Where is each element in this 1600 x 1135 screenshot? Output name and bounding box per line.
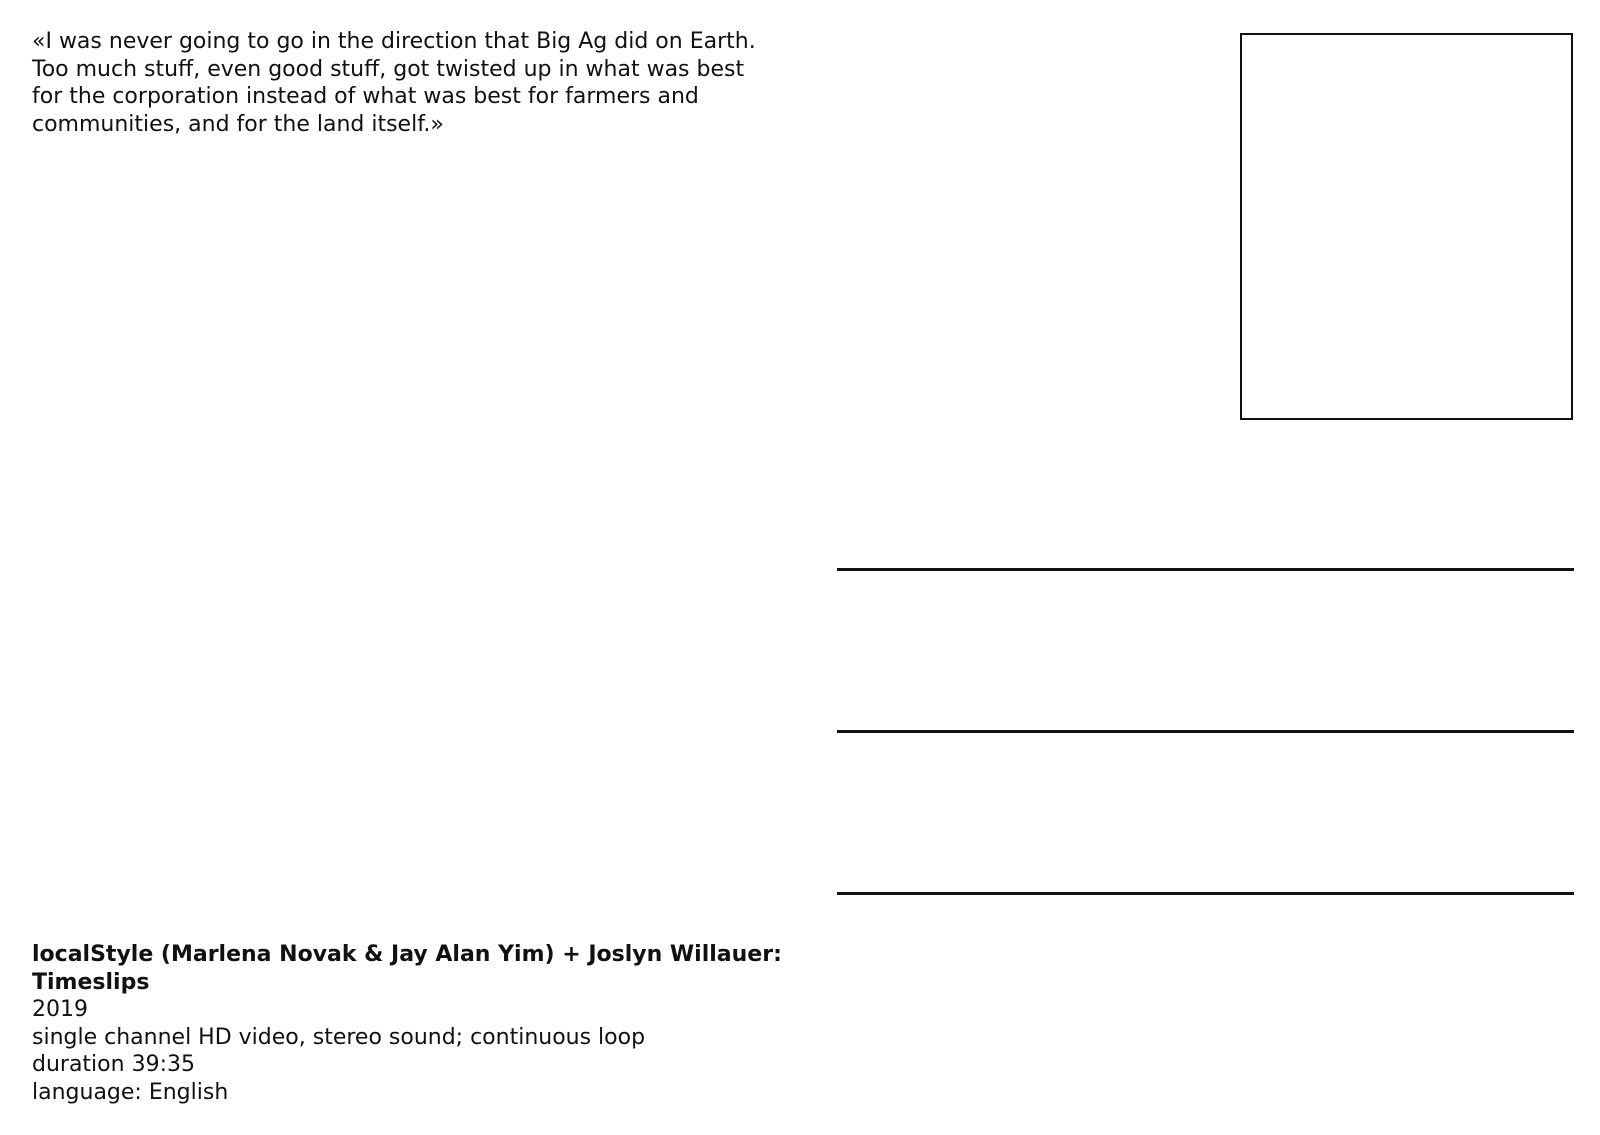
address-line-3 <box>837 892 1574 895</box>
artwork-medium: single channel HD video, stereo sound; continuous loop <box>32 1024 646 1050</box>
quote-line-1: «I was never going to go in the direction that Big Ag did on Earth. <box>32 29 756 54</box>
address-line-1 <box>837 568 1574 571</box>
quote-line-4: communities, and for the land itself.» <box>32 111 444 137</box>
quote-line-3: for the corporation instead of what was best for farmers and <box>32 84 699 109</box>
quote-text <box>32 28 802 138</box>
artwork-duration: duration 39:35 <box>32 1052 195 1077</box>
address-line-2 <box>837 730 1574 733</box>
artwork-language: language: English <box>32 1079 229 1105</box>
artwork-year: 2019 <box>32 997 88 1022</box>
artwork-title-line-2: Timeslips <box>32 969 150 995</box>
quote-line-2: Too much stuff, even good stuff, got twisted up in what was best <box>32 56 745 82</box>
stamp-box <box>1240 33 1573 420</box>
artwork-title-line-1: localStyle (Marlena Novak & Jay Alan Yim) + Joslyn Willauer: <box>32 942 782 967</box>
artwork-caption <box>32 941 832 1106</box>
